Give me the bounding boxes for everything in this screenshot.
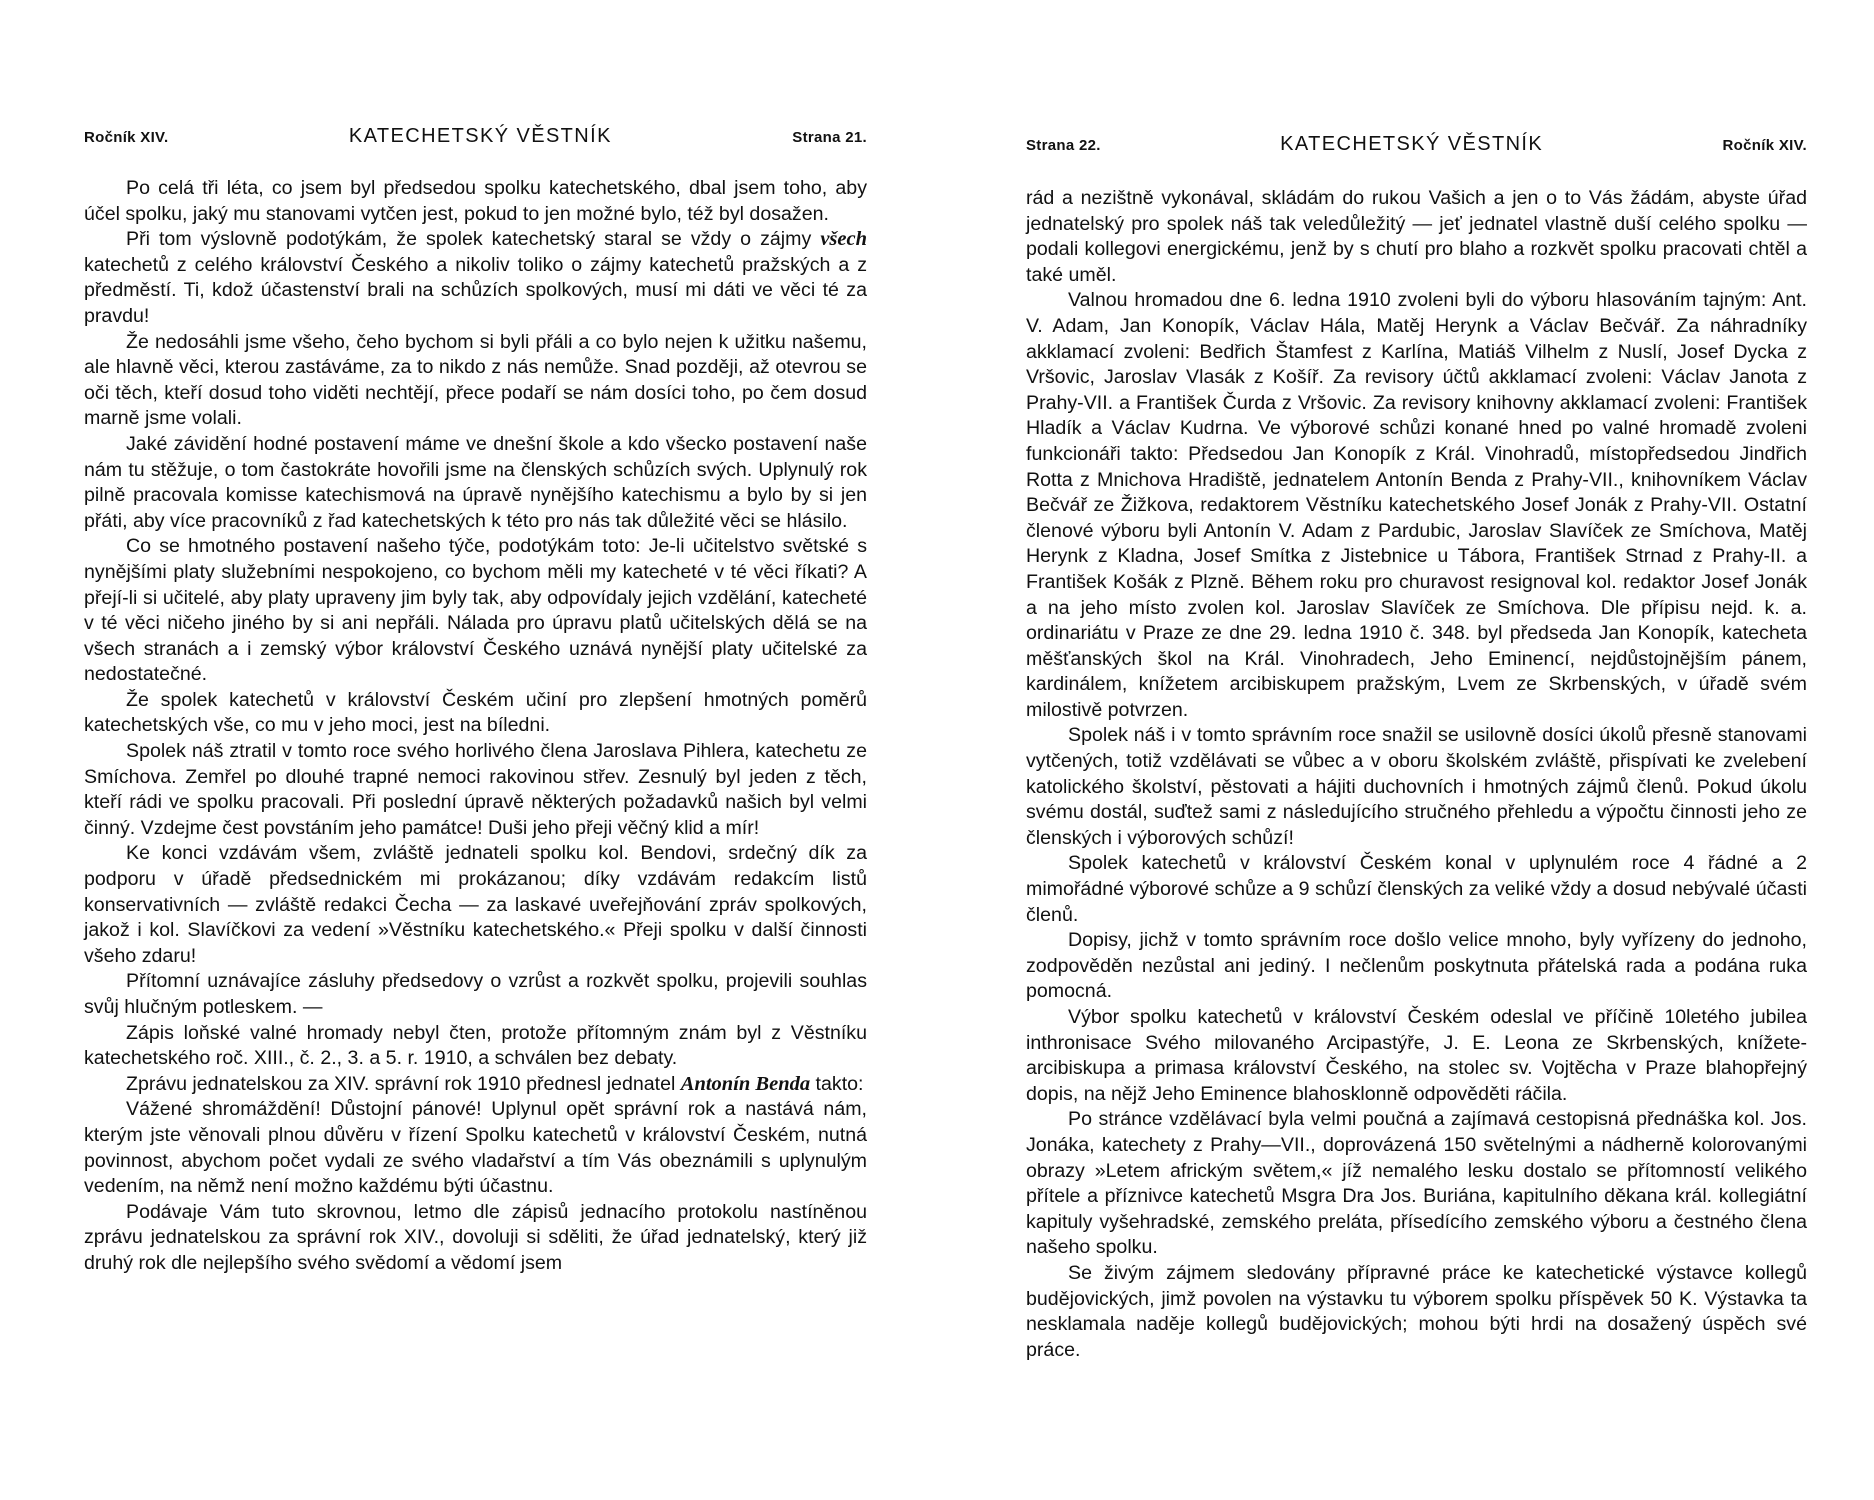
left-page-header <box>84 125 867 148</box>
paragraph: Podávaje Vám tuto skrovnou, letmo dle zápisů jednacího protokolu nastíněnou zprávu jednatelskou za správní rok XIV., dovoluji si sděliti, že úřad jednatelský, který již druhý rok dle nejlepšího svého svědomí a vědomí jsem <box>84 1200 867 1274</box>
paragraph: Co se hmotného postavení našeho týče, podotýkám toto: Je-li učitelstvo světské s nynějšími platy služebními nespokojeno, co bychom měli my katecheté v té věci říkati? A přejí-li si učitelé, aby platy upraveny jim byly tak, aby odpovídaly jejich vzdělání, katecheté v té věci ničeho jiného by si ani nepřáli. Nálada pro úpravu platů učitelských dělá se na všech stranách a i zemský výbor království Českého uznává nynější platy učitelské za nedostatečné. <box>84 535 867 686</box>
right-page-body <box>1026 186 1807 1363</box>
paragraph: Že nedosáhli jsme všeho, čeho bychom si byli přáli a co bylo nejen k užitku našemu, ale hlavně věci, kterou zastáváme, za to nikdo z nás nemůže. Snad později, až otevrou se oči těch, kteří dosud toho viděti nechtějí, přece podaří se nám dosíci toho, po čem dosud marně jsme volali. <box>84 330 867 430</box>
paragraph: Spolek náš ztratil v tomto roce svého horlivého člena Jaroslava Pihlera, katechetu ze Smíchova. Zemřel po dlouhé trapné nemoci rakovinou střev. Zesnulý byl jeden z těch, kteří rádi ve spolku pracovali. Při poslední úpravě některých požadavků našich byl velmi činný. Vzdejme čest povstáním jeho památce! Duši jeho přeji věčný klid a mír! <box>84 740 867 839</box>
paragraph: Jaké závidění hodné postavení máme ve dnešní škole a kdo všecko postavení naše nám tu stěžuje, o tom častokráte hovořili jsme na členských schůzích svých. Uplynulý rok pilně pracovala komisse katechismová na úpravě nynějšího katechismu a bylo by si jen přáti, aby více pracovníků z řad katechetských k této pro nás tak důležité věci se hlásilo. <box>84 432 867 532</box>
journal-title: KATECHETSKÝ VĚSTNÍK <box>1280 133 1544 155</box>
paragraph: Spolek náš i v tomto správním roce snažil se usilovně dosíci úkolů přesně stanovami vytčených, totiž vzdělávati se vůbec a v oboru školském zvláště, přispívati ke zvelebení katolického školství, pěstovati a hájiti duchovních i hmotných zájmů členů. Pokud úkolu svému dostál, suďtež sami z následujícího stručného přehledu a výpočtu činnosti jeho ze členských i výborových schůzí! <box>1026 724 1807 849</box>
paragraph-continuation: rád a nezištně vykonával, skládám do rukou Vašich a jen o to Vás žádám, abyste úřad jednatelský pro spolek náš tak veledůležitý — jeť jednatel vlastně duší celého spolku — podali kollegovi energickému, jenž by s chutí pro blaho a rozkvět spolku pracovati chtěl a také uměl. <box>1026 187 1807 286</box>
paragraph: Se živým zájmem sledovány přípravné práce ke katechetické výstavce kollegů budějovických, jimž povolen na výstavku tu výborem spolku příspěvek 50 K. Výstavka ta nesklamala naděje kollegů budějovických; mohou býti hrdi na dosažený úspěch své práce. <box>1026 1261 1807 1361</box>
right-page-header <box>1026 133 1807 156</box>
paragraph: Ke konci vzdávám všem, zvláště jednateli spolku kol. Bendovi, srdečný dík za podporu v úřadě předsednickém mi prokázanou; díky vzdávám redakcím listů konservativních — zvláště redakci Čecha — za laskavé uveřejňování zpráv spolkových, jakož i kol. Slavíčkovi za vedení »Věstníku katechetského.« Přeji spolku v další činnosti všeho zdaru! <box>84 842 867 967</box>
emphasized-word: všech <box>820 228 867 251</box>
paragraph: Spolek katechetů v království Českém konal v uplynulém roce 4 řádné a 2 mimořádné výborové schůze a 9 schůzí členských za veliké vždy a dosud nebývalé účasti členů. <box>1026 852 1807 926</box>
paragraph: Při tom výslovně podotýkám, že spolek katechetský staral se vždy o zájmy všech katechetů z celého království Českého a nikoliv toliko o zájmy katechetů pražských a z předměstí. Ti, kdož účastenství brali na schůzích spolkových, musí mi dáti ve věci té za pravdu! <box>84 228 867 327</box>
emphasized-name: Antonín Benda <box>680 1072 811 1095</box>
page-number: Strana 21. <box>792 129 867 146</box>
paragraph: Zápis loňské valné hromady nebyl čten, protože přítomným znám byl z Věstníku katechetského roč. XIII., č. 2., 3. a 5. r. 1910, a schválen bez debaty. <box>84 1021 867 1070</box>
volume-label: Ročník XIV. <box>84 129 169 146</box>
right-page <box>937 0 1874 1500</box>
paragraph: Po stránce vzdělávací byla velmi poučná a zajímavá cestopisná přednáška kol. Jos. Jonáka, katechety z Prahy—VII., doprovázená 150 světelnými a nádherně kolorovanými obrazy »Letem africkým světem,« jíž nemalého lesku dostalo se přítomností velikého přítele a příznivce katechetů Msgra Dra Jos. Buriána, kapitulního děkana král. kollegiátní kapituly vyšehradské, zemského preláta, přísedícího zemského výboru a čestného člena našeho spolku. <box>1026 1108 1807 1259</box>
paragraph: Vážené shromáždění! Důstojní pánové! Uplynul opět správní rok a nastává nám, kterým jste věnovali plnou důvěru v řízení Spolku katechetů v království Českém, nutná povinnost, abychom počet vydali ze svého vladařství a tím Vás obeznámili s uplynulým vedením, na němž není možno každému býti účastnu. <box>84 1098 867 1198</box>
paragraph: Výbor spolku katechetů v království Českém odeslal ve příčině 10letého jubilea inthronisace Svého milovaného Arcipastýře, J. E. Leona ze Skrbenských, knížete-arcibiskupa a primasa království Českého, na stolec sv. Vojtěcha v Praze blahopřejný dopis, na nějž Jeho Eminence blahosklonně odpověděti ráčila. <box>1026 1006 1807 1105</box>
paragraph: Valnou hromadou dne 6. ledna 1910 zvoleni byli do výboru hlasováním tajným: Ant. V. Adam, Jan Konopík, Václav Hála, Matěj Herynk a Václav Bečvář. Za náhradníky akklamací zvoleni: Bedřich Štamfest z Karlína, Matiáš Vilhelm z Nuslí, Josef Dycka z Vršovic, Jaroslav Vlasák z Košíř. Za revisory účtů akklamací zvoleni: Václav Janota z Prahy-VII. a František Čurda z Vršovic. Za revisory knihovny akklamací zvoleni: František Hladík a Václav Kudrna. Ve výborové schůzi konané hned po valné hromadě zvoleni funkcionáři takto: Předsedou Jan Konopík z Král. Vinohradů, místopředsedou Jindřich Rotta z Mnichova Hradiště, jednatelem Antonín Benda z Prahy-VII., knihovníkem Václav Bečvář ze Žižkova, redaktorem Věstníku katechetského Josef Jonák z Prahy-VII. Ostatní členové výboru byli Antonín V. Adam z Pardubic, Jaroslav Slavíček ze Smíchova, Matěj Herynk z Kladna, Josef Smítka z Jistebnice u Tábora, František Strnad z Prahy-II. a František Košák z Plzně. Během roku pro churavost resignoval kol. redaktor Josef Jonák a na jeho místo zvolen kol. Jaroslav Slavíček ze Smíchova. Dle přípisu nejd. k. a. ordinariátu v Praze ze dne 29. ledna 1910 č. 348. byl předseda Jan Konopík, katecheta měšťanských škol na Král. Vinohradech, Jeho Eminencí, nejdůstojnějším pánem, kardinálem, knížetem arcibiskupem pražským, Lvem ze Skrbenských, v úřadě svém milostivě potvrzen. <box>1026 289 1807 721</box>
journal-title: KATECHETSKÝ VĚSTNÍK <box>348 125 612 147</box>
page-number: Strana 22. <box>1026 137 1101 154</box>
paragraph: Přítomní uznávajíce zásluhy předsedovy o vzrůst a rozkvět spolku, projevili souhlas svůj hlučným potleskem. — <box>84 970 867 1018</box>
volume-label: Ročník XIV. <box>1722 137 1807 154</box>
paragraph: Že spolek katechetů v království Českém učiní pro zlepšení hmotných poměrů katechetských vše, co mu v jeho moci, jest na bíledni. <box>84 688 867 737</box>
paragraph: Po celá tři léta, co jsem byl předsedou spolku katechetského, dbal jsem toho, aby účel spolku, jaký mu stanovami vytčen jest, pokud to jen možné bylo, též byl dosažen. <box>84 177 867 225</box>
left-page-body <box>84 176 867 1277</box>
paragraph: Dopisy, jichž v tomto správním roce došlo velice mnoho, byly vyřízeny do jednoho, zodpověděn nezůstal ani jediný. I nečlenům poskytnuta přátelská rada a podána ruka pomocná. <box>1026 929 1807 1003</box>
paragraph: Zprávu jednatelskou za XIV. správní rok 1910 přednesl jednatel Antonín Benda takto: <box>126 1072 864 1095</box>
